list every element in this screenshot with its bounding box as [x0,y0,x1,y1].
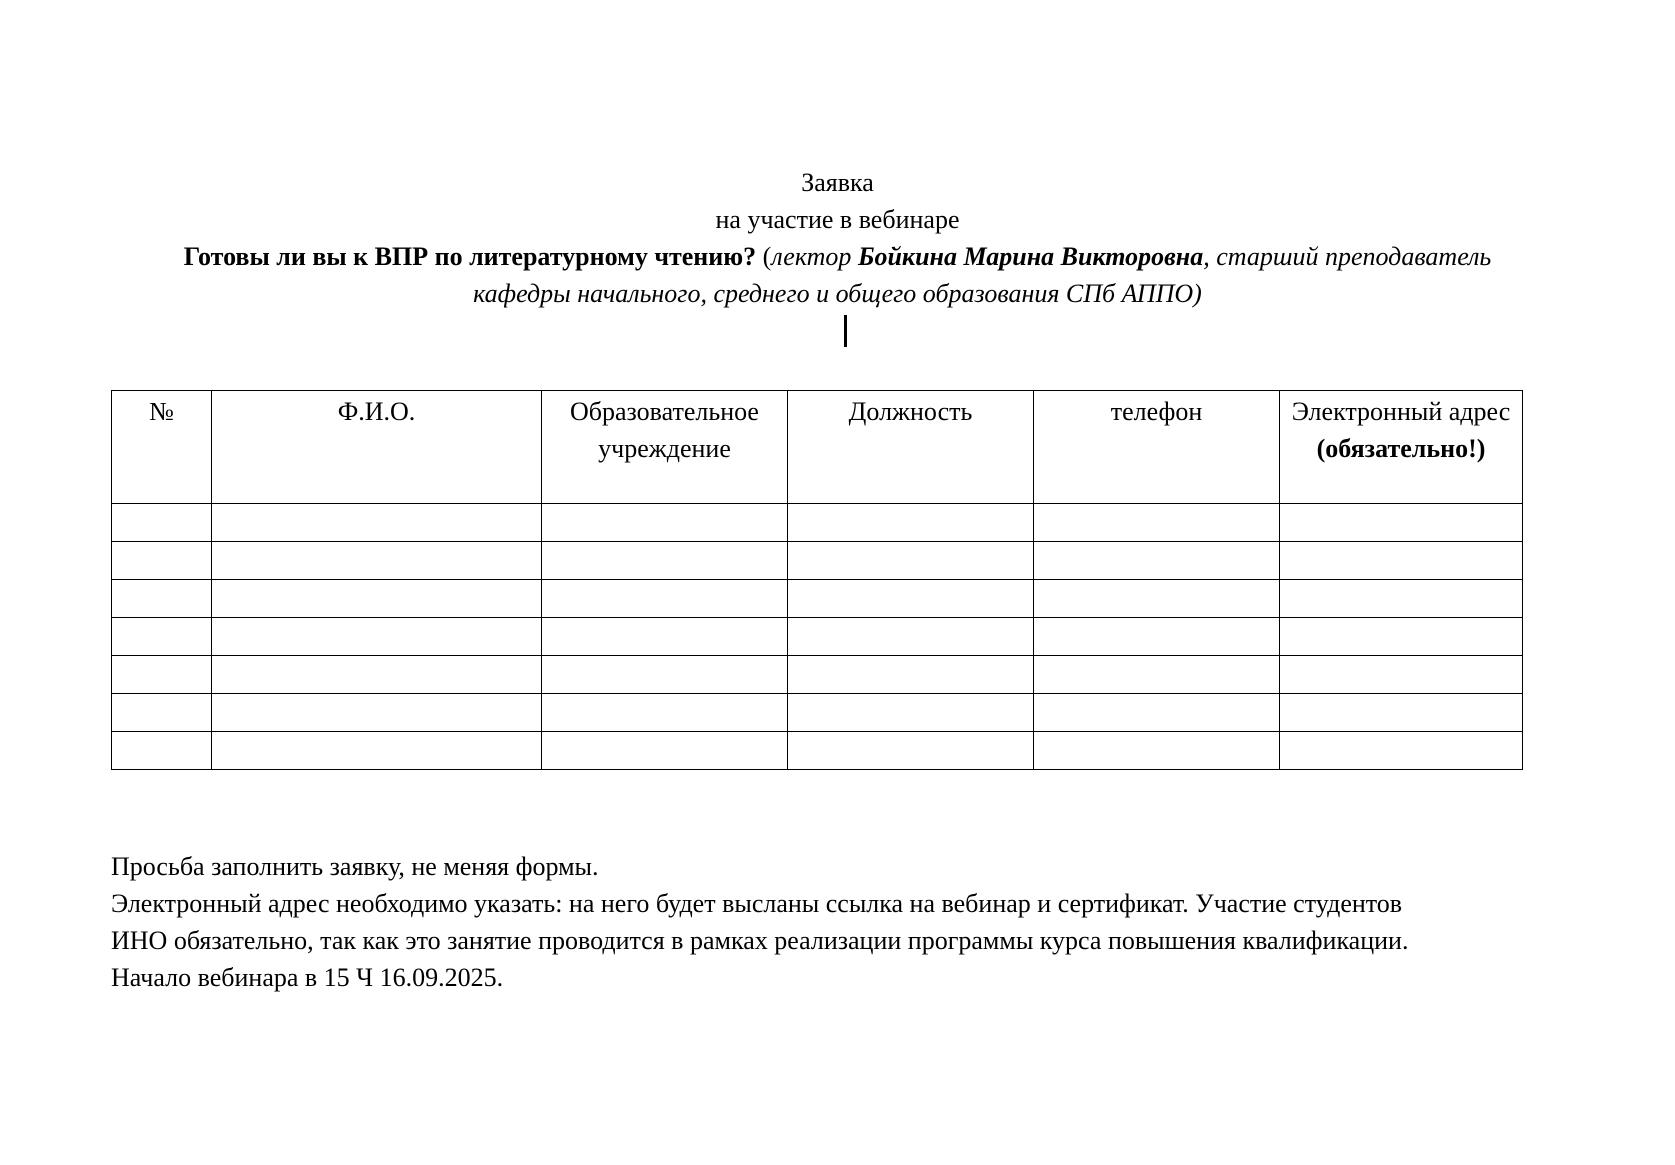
webinar-topic: Готовы ли вы к ВПР по литературному чтению? [183,242,757,271]
document-footer [111,848,1571,996]
table-row [112,656,1523,694]
table-cell[interactable] [1034,580,1280,618]
table-cell[interactable] [1034,542,1280,580]
email-required-note: (обязательно!) [1316,434,1486,463]
table-cell[interactable] [112,694,212,732]
table-cell[interactable] [542,580,788,618]
table-cell[interactable] [1280,504,1523,542]
table-cell[interactable] [542,656,788,694]
table-cell[interactable] [1280,694,1523,732]
webinar-description-line-1 [110,238,1565,275]
column-header-full-name: Ф.И.О. [212,391,542,504]
table-row [112,542,1523,580]
table-row [112,618,1523,656]
table-cell[interactable] [112,504,212,542]
table-cell[interactable] [112,618,212,656]
table-row [112,504,1523,542]
table-cell[interactable] [212,504,542,542]
table-cell[interactable] [788,656,1034,694]
registration-table [111,390,1523,770]
table-row [112,694,1523,732]
table-cell[interactable] [542,504,788,542]
table-cell[interactable] [542,542,788,580]
column-header-email [1280,391,1523,504]
table-cell[interactable] [1034,618,1280,656]
lector-position-1: , старший преподаватель [1203,242,1492,271]
table-cell[interactable] [212,732,542,770]
table-cell[interactable] [542,618,788,656]
table-cell[interactable] [112,542,212,580]
footer-email-note: Электронный адрес необходимо указать: на него будет высланы ссылка на вебинар и сертификат. Участие студентов [111,889,1403,918]
table-cell[interactable] [1280,732,1523,770]
document-header [110,164,1565,312]
lector-label: лектор [771,242,858,271]
table-cell[interactable] [542,694,788,732]
column-header-number: № [112,391,212,504]
table-cell[interactable] [1034,694,1280,732]
lector-name: Бойкина Марина Викторовна [857,242,1204,271]
footer-instruction: Просьба заполнить заявку, не меняя формы. [111,852,599,881]
application-title: Заявка [801,168,874,197]
text-cursor [844,315,847,347]
table-cell[interactable] [212,580,542,618]
table-cell[interactable] [1280,618,1523,656]
table-cell[interactable] [212,542,542,580]
footer-start-time: Начало вебинара в 15 Ч 16.09.2025. [111,963,504,992]
column-header-position: Должность [788,391,1034,504]
table-row [112,580,1523,618]
table-cell[interactable] [1280,656,1523,694]
table-cell[interactable] [112,656,212,694]
table-header-row [112,391,1523,504]
table-cell[interactable] [1034,504,1280,542]
lector-position-2: кафедры начального, среднего и общего образования СПб АППО) [473,279,1202,308]
table-cell[interactable] [788,618,1034,656]
table-cell[interactable] [788,732,1034,770]
table-cell[interactable] [212,694,542,732]
table-cell[interactable] [1280,580,1523,618]
table-cell[interactable] [1034,732,1280,770]
table-cell[interactable] [212,618,542,656]
table-cell[interactable] [1280,542,1523,580]
footer-attendance-note: ИНО обязательно, так как это занятие проводится в рамках реализации программы курса повышения квалификации. [111,926,1409,955]
column-header-institution: Образовательное учреждение [542,391,788,504]
table-row [112,732,1523,770]
table-cell[interactable] [1034,656,1280,694]
open-paren: ( [756,242,772,271]
column-header-phone: телефон [1034,391,1280,504]
table-cell[interactable] [212,656,542,694]
table-cell[interactable] [788,580,1034,618]
email-header-label: Электронный адрес [1291,397,1511,426]
table-cell[interactable] [542,732,788,770]
application-subtitle: на участие в вебинаре [715,205,960,234]
table-body [112,504,1523,770]
table-cell[interactable] [112,580,212,618]
table-cell[interactable] [112,732,212,770]
webinar-description-line-2 [110,275,1565,312]
table-cell[interactable] [788,694,1034,732]
table-cell[interactable] [788,504,1034,542]
table-cell[interactable] [788,542,1034,580]
